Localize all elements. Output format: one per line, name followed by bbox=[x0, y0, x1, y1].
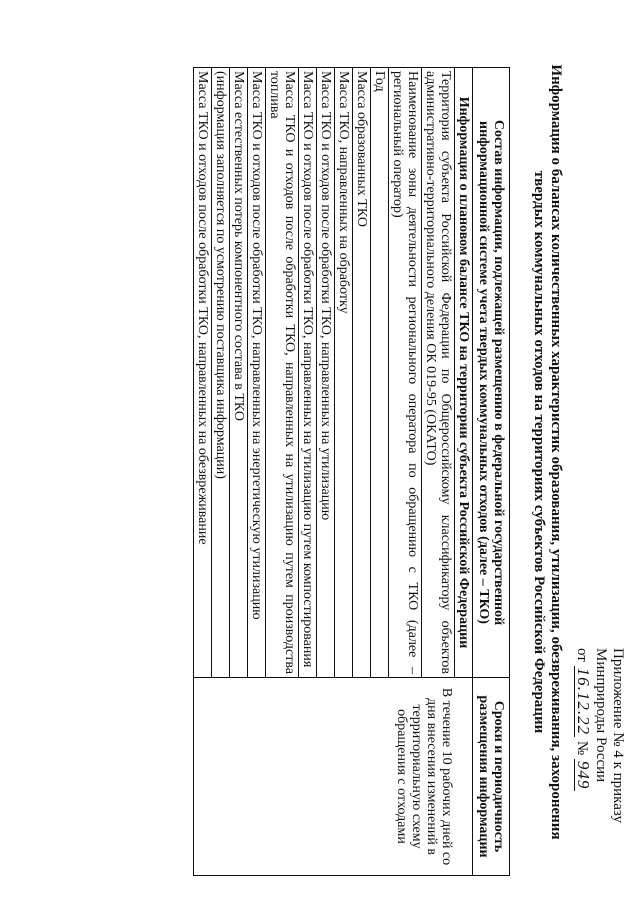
table-cell: Масса ТКО и отходов после обработки ТКО, направленных на утилизацию bbox=[317, 68, 335, 678]
table-cell: Масса ТКО и отходов после обработки ТКО, направленных на обезвреживание bbox=[194, 68, 212, 678]
handwritten-date: 16.12.22 bbox=[574, 667, 593, 736]
table-cell: Масса ТКО и отходов после обработки ТКО, направленных на энергетическую утилизацию bbox=[248, 68, 266, 678]
table-header-row bbox=[473, 68, 510, 876]
rotated-document-page bbox=[20, 12, 630, 892]
table-cell: Масса ТКО, направленных на обработку bbox=[335, 68, 353, 678]
column-header-deadline: Сроки и периодичность размещения информации bbox=[473, 678, 510, 876]
deadline-spacer bbox=[454, 681, 471, 872]
information-table bbox=[193, 67, 510, 876]
date-prefix: от bbox=[574, 648, 590, 662]
order-date-line bbox=[573, 648, 592, 858]
appendix-line: Приложение № 4 к приказу bbox=[610, 648, 626, 823]
table-cell: Территория субъекта Российской Федерации по Общероссийскому классификатору объектов административно-территориального деления ОК 019-95 (ОКАТО) bbox=[422, 68, 455, 678]
table-cell: (информация заполняется по усмотрению поставщика информации) bbox=[212, 68, 230, 678]
section-title: Информация о плановом балансе ТКО на территории субъекта Российской Федерации bbox=[455, 68, 473, 678]
table-cell: Наименование зоны деятельности регионального оператора по обращению с ТКО (далее – региональный оператор) bbox=[389, 68, 422, 678]
column-header-content: Состав информации, подлежащей размещению в федеральной государственной информационной системе учета твердых коммунальных отходов (далее – ТКО) bbox=[473, 68, 510, 678]
document-title: Информация о балансах количественных характеристик образования, утилизации, обезвреживания, захоронения твердых коммунальных отходов на территориях субъектов Российской Федерации bbox=[531, 64, 564, 840]
table-cell: Масса естественных потерь компонентного состава в ТКО bbox=[230, 68, 248, 678]
table-cell: Масса образованных ТКО bbox=[353, 68, 371, 678]
table-cell: Год bbox=[371, 68, 389, 678]
deadline-text: В течение 10 рабочих дней со дня внесения изменений в территориальную схему обращения с отходами bbox=[394, 687, 454, 866]
appendix-header bbox=[573, 648, 626, 858]
handwritten-number: 949 bbox=[574, 760, 593, 790]
table-row bbox=[455, 68, 473, 876]
deadline-cell bbox=[194, 678, 473, 876]
number-prefix: № bbox=[574, 740, 590, 756]
table-cell: Масса ТКО и отходов после обработки ТКО, направленных на утилизацию путем компостирования bbox=[299, 68, 317, 678]
ministry-line: Минприроды России bbox=[593, 648, 609, 783]
table-cell: Масса ТКО и отходов после обработки ТКО, направленных на утилизацию путем производства топлива bbox=[266, 68, 299, 678]
